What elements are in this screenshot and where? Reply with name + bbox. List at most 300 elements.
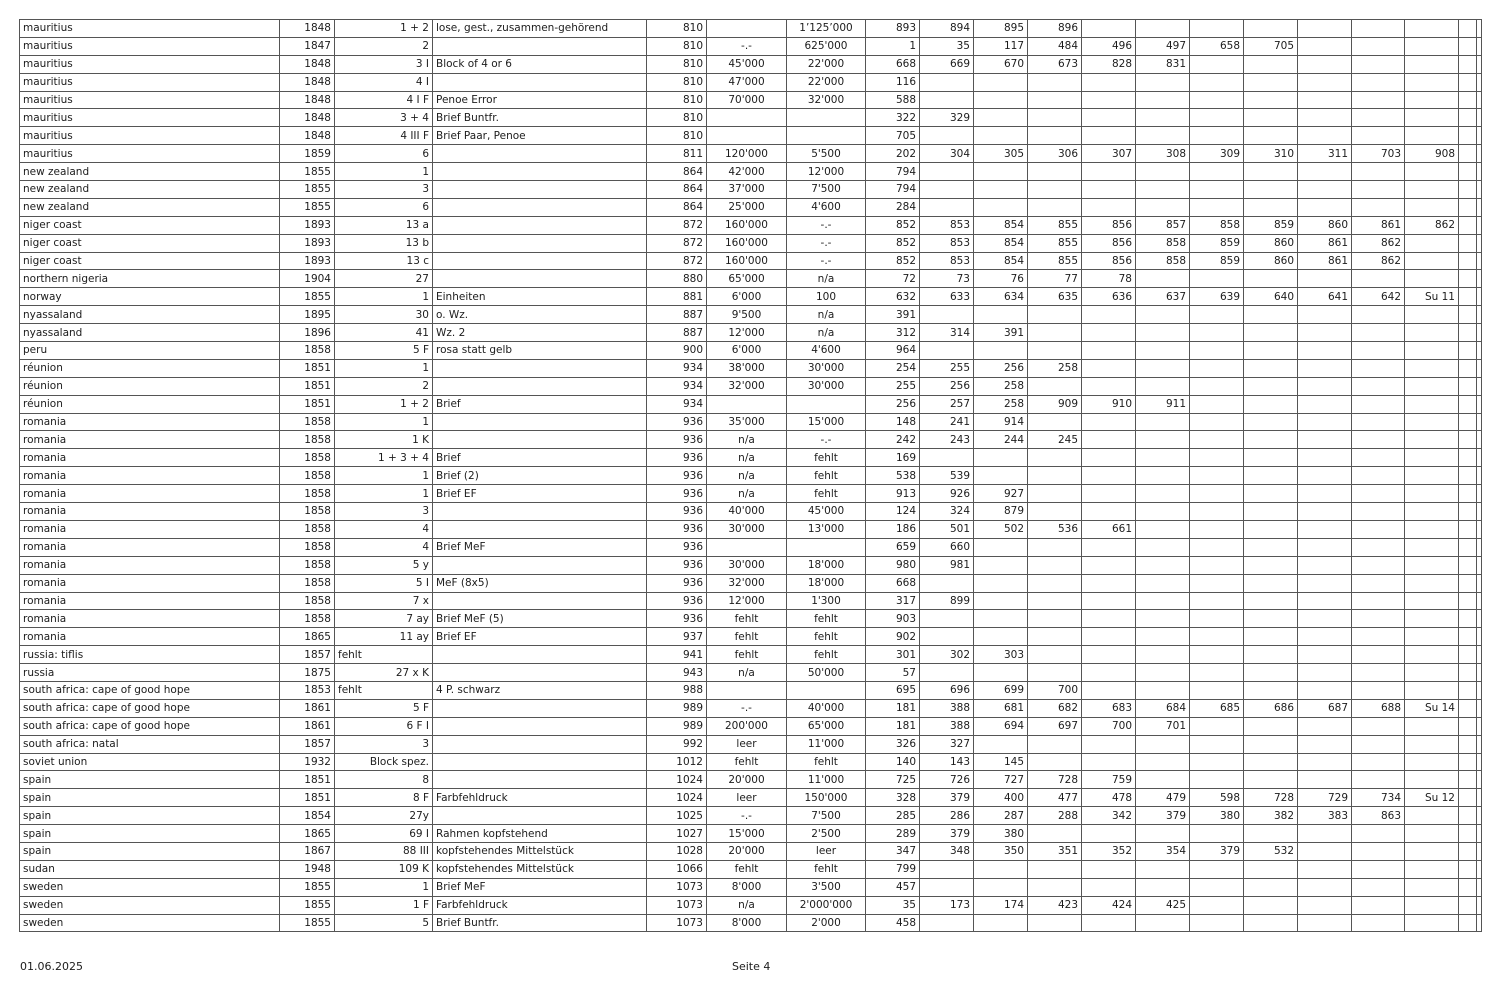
catalog-page-cell: 1073 <box>647 896 707 914</box>
price-unused-cell: n/a <box>707 896 787 914</box>
ref-11-cell <box>1405 181 1459 199</box>
ref-3-cell: 854 <box>974 252 1028 270</box>
ref-2-cell: 348 <box>920 842 974 860</box>
price-unused-cell: 9'500 <box>707 306 787 324</box>
ref-10-cell <box>1352 324 1405 342</box>
ref-2-cell: 539 <box>920 467 974 485</box>
year-cell: 1948 <box>280 860 335 878</box>
ref-7-cell <box>1190 395 1244 413</box>
ref-5-cell <box>1082 181 1136 199</box>
ref-5-cell <box>1082 914 1136 932</box>
table-row <box>20 20 1482 38</box>
ref-8-cell <box>1244 485 1298 503</box>
ref-7-cell <box>1190 914 1244 932</box>
year-cell: 1855 <box>280 288 335 306</box>
catalog-page-cell: 936 <box>647 574 707 592</box>
ref-9-cell <box>1298 664 1352 682</box>
price-unused-cell: 40'000 <box>707 503 787 521</box>
ref-4-cell <box>1028 574 1082 592</box>
price-used-cell: 1'300 <box>787 592 866 610</box>
ref-2-cell: 173 <box>920 896 974 914</box>
price-used-cell: 22'000 <box>787 73 866 91</box>
description-cell <box>433 699 647 717</box>
ref-3-cell <box>974 306 1028 324</box>
ref-3-cell: 670 <box>974 55 1028 73</box>
ref-6-cell <box>1136 485 1190 503</box>
year-cell: 1904 <box>280 270 335 288</box>
spare-2-cell <box>1477 20 1482 38</box>
year-cell: 1932 <box>280 753 335 771</box>
ref-4-cell <box>1028 878 1082 896</box>
spare-1-cell <box>1459 37 1477 55</box>
country-cell: new zealand <box>20 181 280 199</box>
ref-3-cell <box>974 664 1028 682</box>
ref-8-cell: 382 <box>1244 807 1298 825</box>
price-used-cell: -.- <box>787 234 866 252</box>
ref-5-cell <box>1082 592 1136 610</box>
price-unused-cell: 160'000 <box>707 252 787 270</box>
price-unused-cell <box>707 127 787 145</box>
ref-11-cell <box>1405 592 1459 610</box>
ref-1-cell: 852 <box>866 216 920 234</box>
price-used-cell: 7'500 <box>787 807 866 825</box>
catalog-number-cell: 1 K <box>335 431 433 449</box>
year-cell: 1858 <box>280 503 335 521</box>
catalog-number-cell: 4 <box>335 520 433 538</box>
year-cell: 1893 <box>280 234 335 252</box>
ref-6-cell: 479 <box>1136 789 1190 807</box>
ref-1-cell: 256 <box>866 395 920 413</box>
price-unused-cell: n/a <box>707 449 787 467</box>
ref-11-cell <box>1405 681 1459 699</box>
ref-1-cell: 57 <box>866 664 920 682</box>
country-cell: niger coast <box>20 234 280 252</box>
catalog-page-cell: 810 <box>647 55 707 73</box>
year-cell: 1858 <box>280 556 335 574</box>
ref-6-cell: 858 <box>1136 234 1190 252</box>
ref-11-cell <box>1405 270 1459 288</box>
ref-9-cell <box>1298 181 1352 199</box>
ref-11-cell <box>1405 377 1459 395</box>
country-cell: russia <box>20 664 280 682</box>
ref-1-cell: 289 <box>866 825 920 843</box>
catalog-number-cell: 4 III F <box>335 127 433 145</box>
description-cell: Brief (2) <box>433 467 647 485</box>
spare-2-cell <box>1477 628 1482 646</box>
catalog-number-cell: 1 <box>335 467 433 485</box>
ref-8-cell <box>1244 163 1298 181</box>
table-row <box>20 145 1482 163</box>
year-cell: 1858 <box>280 592 335 610</box>
ref-6-cell <box>1136 109 1190 127</box>
country-cell: south africa: cape of good hope <box>20 681 280 699</box>
ref-6-cell <box>1136 163 1190 181</box>
catalog-number-cell: 3 I <box>335 55 433 73</box>
spare-2-cell <box>1477 771 1482 789</box>
ref-2-cell: 302 <box>920 646 974 664</box>
catalog-page-cell: 1025 <box>647 807 707 825</box>
ref-9-cell <box>1298 538 1352 556</box>
ref-8-cell <box>1244 324 1298 342</box>
catalog-number-cell: 6 <box>335 198 433 216</box>
catalog-page-cell: 941 <box>647 646 707 664</box>
spare-2-cell <box>1477 467 1482 485</box>
price-unused-cell: 160'000 <box>707 216 787 234</box>
ref-7-cell <box>1190 753 1244 771</box>
description-cell <box>433 37 647 55</box>
ref-5-cell <box>1082 198 1136 216</box>
price-unused-cell: -.- <box>707 37 787 55</box>
ref-6-cell <box>1136 878 1190 896</box>
ref-6-cell <box>1136 735 1190 753</box>
ref-4-cell <box>1028 860 1082 878</box>
ref-1-cell: 317 <box>866 592 920 610</box>
spare-2-cell <box>1477 91 1482 109</box>
spare-2-cell <box>1477 860 1482 878</box>
ref-9-cell <box>1298 342 1352 360</box>
ref-3-cell: 879 <box>974 503 1028 521</box>
country-cell: romania <box>20 467 280 485</box>
catalog-page-cell: 989 <box>647 717 707 735</box>
description-cell: kopfstehendes Mittelstück <box>433 842 647 860</box>
ref-8-cell <box>1244 520 1298 538</box>
ref-1-cell: 285 <box>866 807 920 825</box>
ref-2-cell: 143 <box>920 753 974 771</box>
ref-9-cell <box>1298 520 1352 538</box>
table-row <box>20 914 1482 932</box>
ref-10-cell <box>1352 198 1405 216</box>
ref-4-cell: 909 <box>1028 395 1082 413</box>
ref-7-cell: 658 <box>1190 37 1244 55</box>
catalog-number-cell: 69 I <box>335 825 433 843</box>
description-cell: Brief EF <box>433 628 647 646</box>
ref-2-cell: 726 <box>920 771 974 789</box>
ref-2-cell <box>920 664 974 682</box>
ref-1-cell: 148 <box>866 413 920 431</box>
ref-6-cell <box>1136 771 1190 789</box>
ref-9-cell <box>1298 20 1352 38</box>
spare-1-cell <box>1459 664 1477 682</box>
ref-11-cell <box>1405 198 1459 216</box>
ref-6-cell: 379 <box>1136 807 1190 825</box>
ref-11-cell <box>1405 646 1459 664</box>
ref-6-cell <box>1136 324 1190 342</box>
table-row <box>20 270 1482 288</box>
ref-6-cell <box>1136 914 1190 932</box>
ref-1-cell: 799 <box>866 860 920 878</box>
ref-10-cell <box>1352 753 1405 771</box>
ref-4-cell: 245 <box>1028 431 1082 449</box>
ref-6-cell: 497 <box>1136 37 1190 55</box>
ref-3-cell: 303 <box>974 646 1028 664</box>
country-cell: spain <box>20 825 280 843</box>
ref-9-cell <box>1298 127 1352 145</box>
country-cell: réunion <box>20 377 280 395</box>
ref-7-cell <box>1190 270 1244 288</box>
ref-3-cell <box>974 163 1028 181</box>
catalog-number-cell: 1 <box>335 163 433 181</box>
ref-5-cell: 424 <box>1082 896 1136 914</box>
price-unused-cell: fehlt <box>707 628 787 646</box>
ref-1-cell: 326 <box>866 735 920 753</box>
year-cell: 1851 <box>280 789 335 807</box>
ref-3-cell: 76 <box>974 270 1028 288</box>
catalog-number-cell: 7 x <box>335 592 433 610</box>
ref-5-cell <box>1082 431 1136 449</box>
spare-1-cell <box>1459 574 1477 592</box>
ref-5-cell <box>1082 646 1136 664</box>
country-cell: spain <box>20 842 280 860</box>
table-row <box>20 503 1482 521</box>
ref-11-cell <box>1405 503 1459 521</box>
ref-8-cell: 705 <box>1244 37 1298 55</box>
catalog-page-cell: 1073 <box>647 878 707 896</box>
spare-2-cell <box>1477 145 1482 163</box>
year-cell: 1865 <box>280 628 335 646</box>
ref-6-cell <box>1136 91 1190 109</box>
price-used-cell <box>787 538 866 556</box>
year-cell: 1875 <box>280 664 335 682</box>
price-used-cell: leer <box>787 842 866 860</box>
table-row <box>20 216 1482 234</box>
price-used-cell: 40'000 <box>787 699 866 717</box>
table-row <box>20 520 1482 538</box>
ref-1-cell: 725 <box>866 771 920 789</box>
price-unused-cell: 160'000 <box>707 234 787 252</box>
ref-6-cell <box>1136 825 1190 843</box>
ref-9-cell <box>1298 413 1352 431</box>
price-used-cell: fehlt <box>787 753 866 771</box>
ref-7-cell <box>1190 896 1244 914</box>
ref-9-cell <box>1298 878 1352 896</box>
ref-8-cell <box>1244 914 1298 932</box>
ref-10-cell <box>1352 717 1405 735</box>
country-cell: romania <box>20 485 280 503</box>
catalog-number-cell: 1 <box>335 288 433 306</box>
ref-9-cell <box>1298 860 1352 878</box>
table-row <box>20 234 1482 252</box>
spare-2-cell <box>1477 556 1482 574</box>
ref-6-cell <box>1136 413 1190 431</box>
ref-2-cell: 660 <box>920 538 974 556</box>
ref-6-cell <box>1136 449 1190 467</box>
ref-1-cell: 588 <box>866 91 920 109</box>
year-cell: 1896 <box>280 324 335 342</box>
ref-5-cell <box>1082 342 1136 360</box>
table-row <box>20 55 1482 73</box>
catalog-page-cell: 934 <box>647 377 707 395</box>
table-row <box>20 538 1482 556</box>
ref-7-cell: 858 <box>1190 216 1244 234</box>
catalog-page-cell: 880 <box>647 270 707 288</box>
ref-11-cell <box>1405 860 1459 878</box>
year-cell: 1848 <box>280 127 335 145</box>
ref-8-cell <box>1244 556 1298 574</box>
price-unused-cell: n/a <box>707 431 787 449</box>
ref-7-cell <box>1190 485 1244 503</box>
ref-10-cell <box>1352 610 1405 628</box>
ref-2-cell: 243 <box>920 431 974 449</box>
catalog-page-cell: 937 <box>647 628 707 646</box>
country-cell: romania <box>20 449 280 467</box>
ref-11-cell <box>1405 20 1459 38</box>
ref-1-cell: 347 <box>866 842 920 860</box>
ref-3-cell: 145 <box>974 753 1028 771</box>
ref-9-cell <box>1298 91 1352 109</box>
ref-1-cell: 312 <box>866 324 920 342</box>
ref-3-cell: 927 <box>974 485 1028 503</box>
catalog-number-cell: 27 <box>335 270 433 288</box>
ref-2-cell: 304 <box>920 145 974 163</box>
description-cell <box>433 520 647 538</box>
catalog-page-cell: 864 <box>647 198 707 216</box>
ref-3-cell <box>974 127 1028 145</box>
description-cell: Wz. 2 <box>433 324 647 342</box>
country-cell: peru <box>20 342 280 360</box>
catalog-number-cell: 5 I <box>335 574 433 592</box>
catalog-number-cell: 4 I F <box>335 91 433 109</box>
table-row <box>20 342 1482 360</box>
spare-2-cell <box>1477 431 1482 449</box>
spare-2-cell <box>1477 825 1482 843</box>
year-cell: 1858 <box>280 538 335 556</box>
spare-2-cell <box>1477 592 1482 610</box>
ref-6-cell <box>1136 359 1190 377</box>
price-unused-cell: 32'000 <box>707 574 787 592</box>
year-cell: 1855 <box>280 198 335 216</box>
spare-2-cell <box>1477 646 1482 664</box>
year-cell: 1893 <box>280 216 335 234</box>
ref-9-cell <box>1298 37 1352 55</box>
ref-4-cell <box>1028 109 1082 127</box>
ref-10-cell: 688 <box>1352 699 1405 717</box>
ref-1-cell: 794 <box>866 163 920 181</box>
table-row <box>20 288 1482 306</box>
ref-1-cell: 902 <box>866 628 920 646</box>
ref-1-cell: 181 <box>866 717 920 735</box>
ref-4-cell <box>1028 628 1082 646</box>
ref-9-cell <box>1298 109 1352 127</box>
ref-5-cell: 496 <box>1082 37 1136 55</box>
price-used-cell: 625'000 <box>787 37 866 55</box>
ref-7-cell <box>1190 717 1244 735</box>
spare-2-cell <box>1477 395 1482 413</box>
catalog-page-cell: 887 <box>647 324 707 342</box>
spare-2-cell <box>1477 359 1482 377</box>
spare-1-cell <box>1459 592 1477 610</box>
ref-11-cell <box>1405 485 1459 503</box>
ref-2-cell: 853 <box>920 216 974 234</box>
ref-9-cell <box>1298 395 1352 413</box>
ref-10-cell <box>1352 73 1405 91</box>
ref-1-cell: 852 <box>866 234 920 252</box>
spare-2-cell <box>1477 198 1482 216</box>
spare-2-cell <box>1477 878 1482 896</box>
table-row <box>20 681 1482 699</box>
ref-3-cell: 350 <box>974 842 1028 860</box>
table-row <box>20 825 1482 843</box>
country-cell: réunion <box>20 395 280 413</box>
price-used-cell: 11'000 <box>787 771 866 789</box>
ref-7-cell <box>1190 91 1244 109</box>
catalog-page-cell: 864 <box>647 163 707 181</box>
table-row <box>20 592 1482 610</box>
spare-1-cell <box>1459 735 1477 753</box>
spare-1-cell <box>1459 306 1477 324</box>
ref-2-cell: 899 <box>920 592 974 610</box>
ref-8-cell <box>1244 896 1298 914</box>
ref-6-cell <box>1136 860 1190 878</box>
ref-8-cell: 859 <box>1244 216 1298 234</box>
catalog-number-cell: 88 III <box>335 842 433 860</box>
ref-5-cell: 307 <box>1082 145 1136 163</box>
price-unused-cell: 20'000 <box>707 771 787 789</box>
catalog-page-cell: 810 <box>647 37 707 55</box>
ref-2-cell <box>920 914 974 932</box>
description-cell <box>433 556 647 574</box>
catalog-page-cell: 936 <box>647 485 707 503</box>
spare-2-cell <box>1477 610 1482 628</box>
description-cell <box>433 145 647 163</box>
ref-3-cell <box>974 449 1028 467</box>
ref-4-cell: 536 <box>1028 520 1082 538</box>
ref-4-cell: 855 <box>1028 252 1082 270</box>
price-used-cell: fehlt <box>787 485 866 503</box>
ref-2-cell <box>920 860 974 878</box>
ref-4-cell: 728 <box>1028 771 1082 789</box>
ref-2-cell: 379 <box>920 789 974 807</box>
table-row <box>20 252 1482 270</box>
ref-11-cell <box>1405 73 1459 91</box>
ref-9-cell <box>1298 270 1352 288</box>
price-used-cell: fehlt <box>787 860 866 878</box>
ref-10-cell <box>1352 449 1405 467</box>
country-cell: mauritius <box>20 20 280 38</box>
ref-7-cell <box>1190 538 1244 556</box>
ref-6-cell <box>1136 628 1190 646</box>
description-cell: Brief EF <box>433 485 647 503</box>
year-cell: 1858 <box>280 485 335 503</box>
ref-9-cell <box>1298 324 1352 342</box>
ref-4-cell: 700 <box>1028 681 1082 699</box>
price-used-cell <box>787 127 866 145</box>
price-used-cell: 11'000 <box>787 735 866 753</box>
description-cell: Brief Paar, Penoe <box>433 127 647 145</box>
footer-page-number: Seite 4 <box>732 960 771 973</box>
spare-1-cell <box>1459 610 1477 628</box>
ref-11-cell <box>1405 538 1459 556</box>
spare-2-cell <box>1477 252 1482 270</box>
ref-6-cell <box>1136 306 1190 324</box>
year-cell: 1848 <box>280 109 335 127</box>
ref-2-cell: 696 <box>920 681 974 699</box>
ref-5-cell <box>1082 359 1136 377</box>
ref-5-cell: 700 <box>1082 717 1136 735</box>
year-cell: 1858 <box>280 610 335 628</box>
country-cell: sweden <box>20 896 280 914</box>
ref-9-cell <box>1298 449 1352 467</box>
ref-1-cell: 242 <box>866 431 920 449</box>
ref-10-cell <box>1352 181 1405 199</box>
spare-2-cell <box>1477 520 1482 538</box>
year-cell: 1895 <box>280 306 335 324</box>
table-row <box>20 73 1482 91</box>
ref-4-cell <box>1028 538 1082 556</box>
ref-11-cell <box>1405 252 1459 270</box>
ref-9-cell <box>1298 574 1352 592</box>
description-cell: Farbfehldruck <box>433 789 647 807</box>
ref-5-cell <box>1082 538 1136 556</box>
